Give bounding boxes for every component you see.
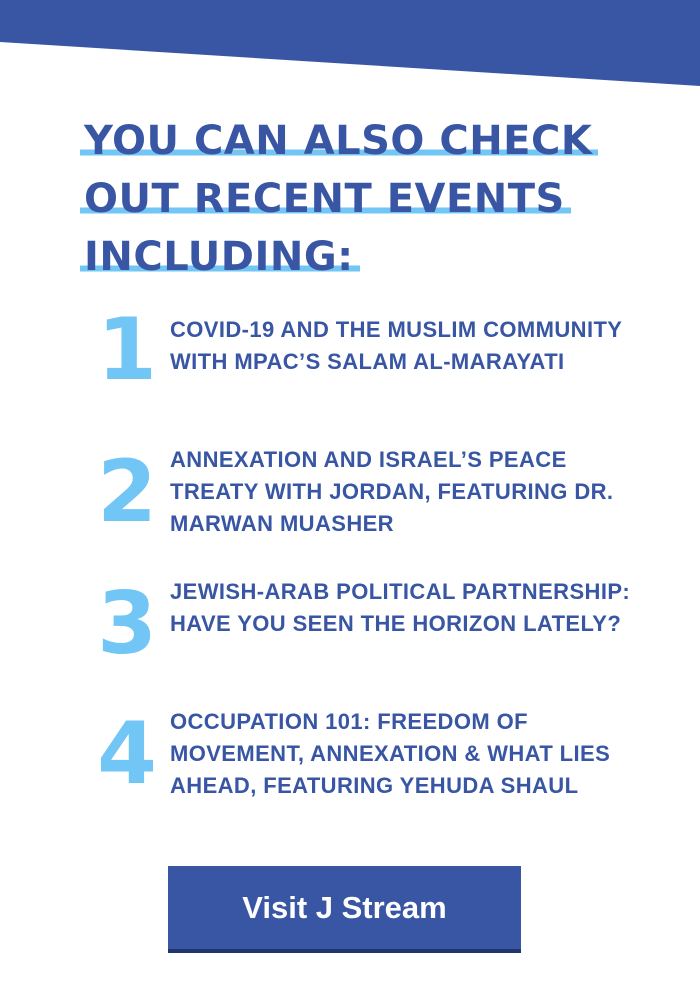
event-number: 2 <box>97 442 157 542</box>
top-banner-shape <box>0 0 700 90</box>
event-item-4[interactable] <box>92 704 672 804</box>
event-title[interactable]: JEWISH-ARAB POLITICAL PARTNERSHIP: HAVE YOU SEEN THE HORIZON LATELY? <box>170 579 631 636</box>
event-number: 3 <box>97 574 157 674</box>
event-title[interactable]: COVID-19 AND THE MUSLIM COMMUNITY WITH MPAC’S SALAM AL-MARAYATI <box>170 317 622 374</box>
event-number: 4 <box>97 704 157 804</box>
cta-label: Visit J Stream <box>242 889 447 925</box>
event-item-3[interactable] <box>92 574 672 674</box>
event-title[interactable]: OCCUPATION 101: FREEDOM OF MOVEMENT, ANNEXATION & WHAT LIES AHEAD, FEATURING YEHUDA SHAUL <box>170 709 611 798</box>
event-item-2[interactable] <box>92 442 672 542</box>
section-heading <box>80 112 640 286</box>
event-item-1[interactable] <box>92 300 672 400</box>
event-number: 1 <box>97 300 157 400</box>
heading-line-1: YOU CAN ALSO CHECK <box>80 112 640 170</box>
event-title[interactable]: ANNEXATION AND ISRAEL’S PEACE TREATY WITH JORDAN, FEATURING DR. MARWAN MUASHER <box>170 447 614 536</box>
heading-line-3: INCLUDING: <box>80 228 640 286</box>
heading-line-2: OUT RECENT EVENTS <box>80 170 640 228</box>
visit-j-stream-button[interactable] <box>168 866 521 953</box>
